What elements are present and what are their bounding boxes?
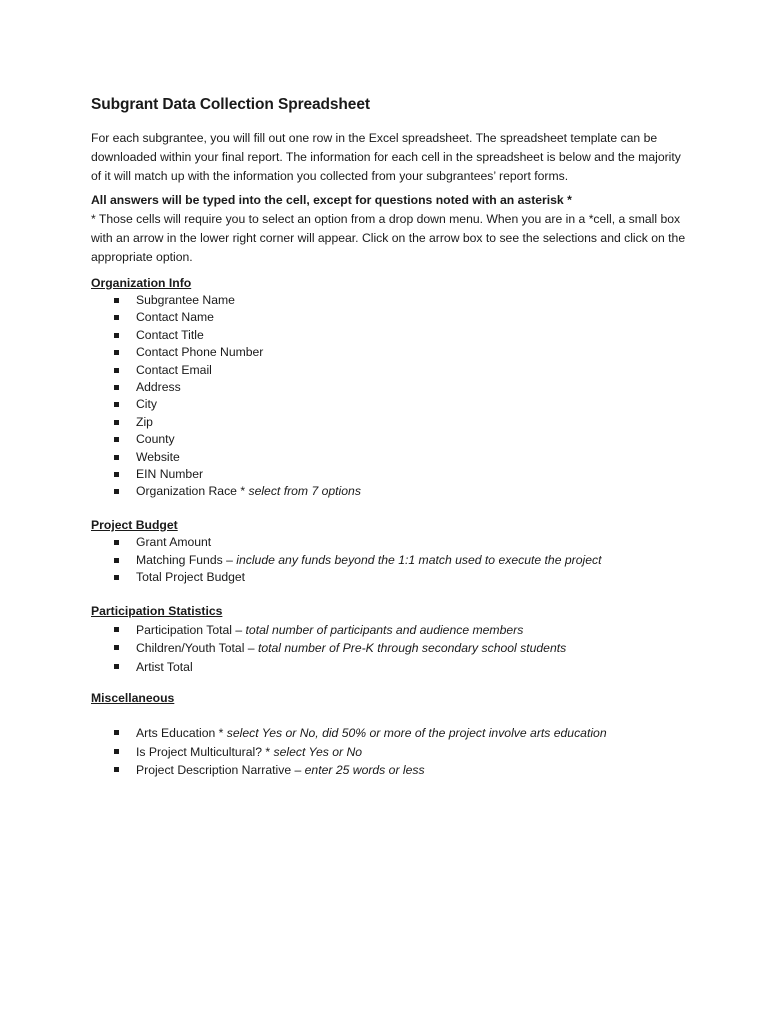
asterisk-note-heading: All answers will be typed into the cell, except for questions noted with an asterisk * xyxy=(91,193,572,208)
item-note: include any funds beyond the 1:1 match used to execute the project xyxy=(236,552,602,567)
section-participation-statistics xyxy=(91,603,691,676)
square-bullet-icon xyxy=(114,767,119,772)
section-heading-organization: Organization Info xyxy=(91,275,192,290)
item-label: Subgrantee Name xyxy=(136,292,235,307)
item-note: enter 25 words or less xyxy=(304,763,425,778)
item-note: total number of Pre-K through secondary school students xyxy=(257,641,567,656)
item-label: Grant Amount xyxy=(136,535,212,550)
item-label: Contact Name xyxy=(136,310,214,325)
list-item xyxy=(91,743,691,762)
square-bullet-icon xyxy=(114,645,119,650)
square-bullet-icon xyxy=(114,472,119,477)
asterisk-note-text: * Those cells will require you to select an option from a drop down menu. When you are in a *cell, a small box with an arrow in the lower right corner will appear. Click on the arrow box to see the selections and click on the appropriate option. xyxy=(91,212,686,264)
participation-list xyxy=(91,621,691,677)
section-heading-participation: Participation Statistics xyxy=(91,604,223,619)
item-note: select Yes or No, did 50% or more of the project involve arts education xyxy=(226,726,607,741)
misc-list xyxy=(91,724,691,780)
list-item xyxy=(91,534,691,551)
item-label: Arts Education * xyxy=(136,726,227,741)
item-label: Children/Youth Total – xyxy=(136,641,258,656)
section-heading-budget: Project Budget xyxy=(91,517,178,532)
item-label: Zip xyxy=(136,414,153,429)
square-bullet-icon xyxy=(114,368,119,373)
item-label: Total Project Budget xyxy=(136,570,246,585)
item-label: Address xyxy=(136,380,181,395)
list-item xyxy=(91,724,691,743)
document-title: Subgrant Data Collection Spreadsheet xyxy=(91,96,370,113)
square-bullet-icon xyxy=(114,455,119,460)
square-bullet-icon xyxy=(114,627,119,632)
square-bullet-icon xyxy=(114,749,119,754)
list-item xyxy=(91,483,691,500)
item-label: Contact Email xyxy=(136,362,212,377)
item-label: Participation Total – xyxy=(136,622,246,637)
square-bullet-icon xyxy=(114,315,119,320)
item-note: total number of participants and audience members xyxy=(245,622,524,637)
square-bullet-icon xyxy=(114,730,119,735)
square-bullet-icon xyxy=(114,558,119,563)
list-item xyxy=(91,362,691,379)
list-item xyxy=(91,552,691,569)
list-item xyxy=(91,569,691,586)
list-item xyxy=(91,431,691,448)
list-item xyxy=(91,639,691,658)
list-item xyxy=(91,309,691,326)
item-label: Matching Funds – xyxy=(136,552,237,567)
square-bullet-icon xyxy=(114,420,119,425)
square-bullet-icon xyxy=(114,333,119,338)
square-bullet-icon xyxy=(114,575,119,580)
section-miscellaneous xyxy=(91,690,691,780)
item-note: select from 7 options xyxy=(248,484,361,499)
square-bullet-icon xyxy=(114,298,119,303)
item-label: Project Description Narrative – xyxy=(136,763,305,778)
list-item xyxy=(91,414,691,431)
intro-paragraph: For each subgrantee, you will fill out one row in the Excel spreadsheet. The spreadsheet template can be downloaded within your final report. The information for each cell in the spreadsheet is below and the majority of it will match up with the information you collected from your subgrantees’ report forms. xyxy=(91,131,681,183)
item-label: Contact Phone Number xyxy=(136,345,264,360)
item-label: Artist Total xyxy=(136,660,193,675)
list-item xyxy=(91,396,691,413)
square-bullet-icon xyxy=(114,350,119,355)
square-bullet-icon xyxy=(114,402,119,407)
item-label: EIN Number xyxy=(136,467,204,482)
list-item xyxy=(91,292,691,309)
square-bullet-icon xyxy=(114,540,119,545)
item-label: Is Project Multicultural? * xyxy=(136,744,274,759)
list-item xyxy=(91,466,691,483)
list-item xyxy=(91,379,691,396)
item-label: City xyxy=(136,397,157,412)
section-organization-info xyxy=(91,275,691,501)
list-item xyxy=(91,658,691,677)
section-project-budget xyxy=(91,517,691,587)
item-label: Contact Title xyxy=(136,327,204,342)
square-bullet-icon xyxy=(114,664,119,669)
document-page xyxy=(91,94,691,780)
list-item xyxy=(91,327,691,344)
list-item xyxy=(91,449,691,466)
square-bullet-icon xyxy=(114,385,119,390)
square-bullet-icon xyxy=(114,489,119,494)
item-label: Organization Race * xyxy=(136,484,249,499)
organization-list xyxy=(91,292,691,501)
square-bullet-icon xyxy=(114,437,119,442)
item-label: County xyxy=(136,432,175,447)
item-note: select Yes or No xyxy=(273,744,363,759)
list-item xyxy=(91,621,691,640)
section-heading-misc: Miscellaneous xyxy=(91,690,175,705)
item-label: Website xyxy=(136,449,180,464)
budget-list xyxy=(91,534,691,586)
list-item xyxy=(91,344,691,361)
list-item xyxy=(91,761,691,780)
